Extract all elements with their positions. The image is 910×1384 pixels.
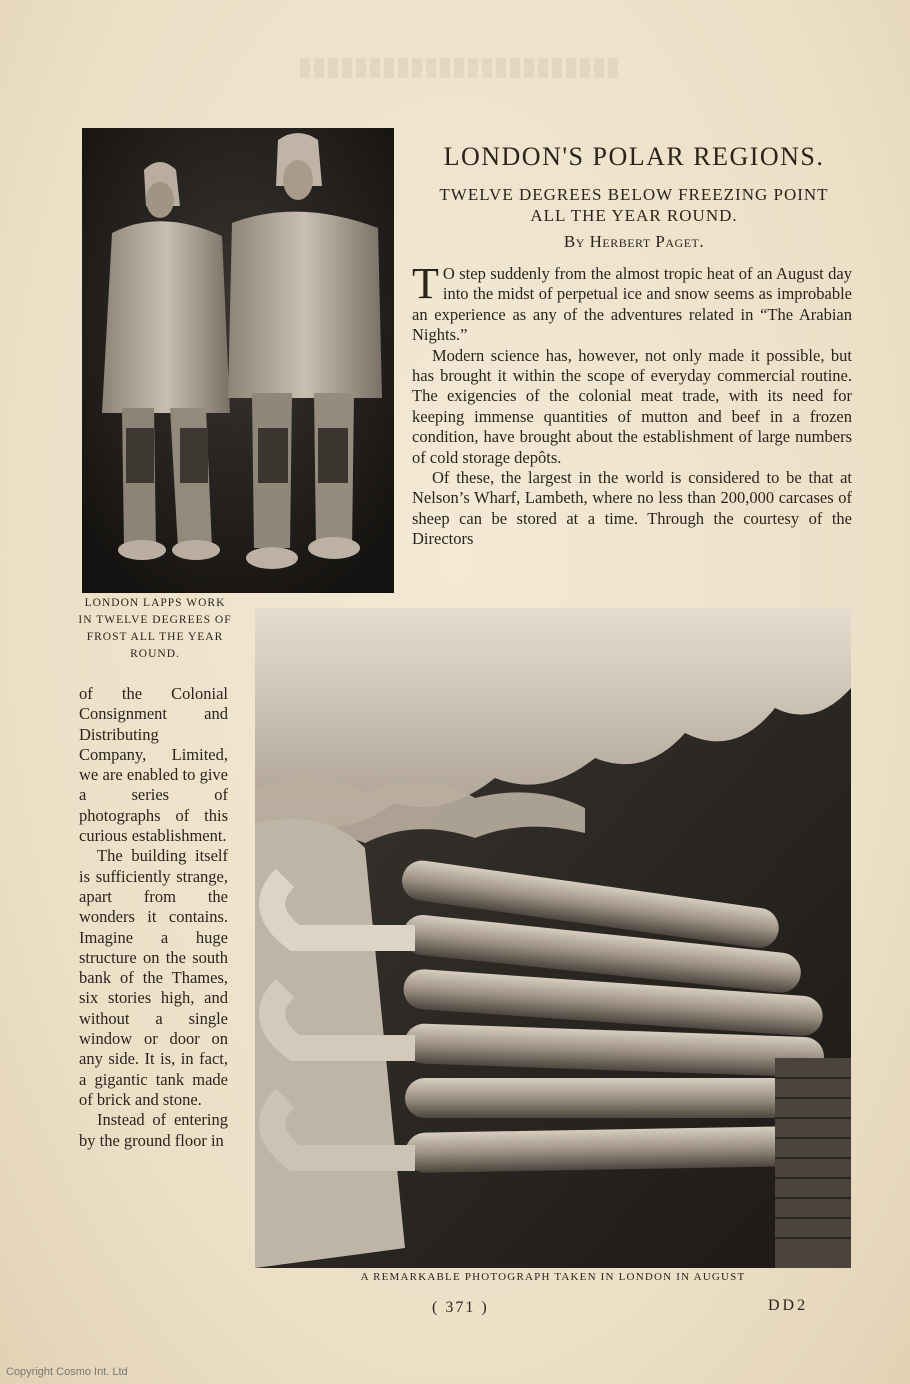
paragraph-3: Of these, the largest in the world is considered to be that at Nelson’s Wharf, Lambeth, where no less than 200,000 carcases of sheep can be stored at a time. Through the courtesy of the Directors xyxy=(412,468,852,549)
photo-london-lapps-image xyxy=(82,128,394,593)
show-through-header xyxy=(300,58,620,78)
subtitle-line-1: TWELVE DEGREES BELOW FREEZING POINT xyxy=(439,185,829,204)
paragraph-1 xyxy=(412,259,852,346)
caption-photo-frosted-pipes: A REMARKABLE PHOTOGRAPH TAKEN IN LONDON IN AUGUST xyxy=(360,1271,746,1283)
body-column-left xyxy=(79,684,228,1151)
paragraph-1-text: O step suddenly from the almost tropic heat of an August day into the midst of perpetual ice and snow seems as improbable an experience as any of the adventures related in “The Arabian Nights.” xyxy=(412,264,852,345)
subtitle-line-2: ALL THE YEAR ROUND. xyxy=(530,206,738,225)
caption-photo-london-lapps: LONDON LAPPS WORK IN TWELVE DEGREES OF FROST ALL THE YEAR ROUND. xyxy=(78,597,232,660)
signature-mark: DD2 xyxy=(768,1297,809,1314)
article-subtitle xyxy=(404,184,864,226)
left-paragraph-1: of the Colonial Consignment and Distributing Company, Limited, we are enabled to give a series of photographs of this curious establishment. xyxy=(79,684,228,846)
photo-london-lapps xyxy=(82,128,394,593)
article-title: LONDON'S POLAR REGIONS. xyxy=(443,142,825,171)
body-column-right xyxy=(412,259,852,550)
left-paragraph-3: Instead of entering by the ground floor in xyxy=(79,1110,228,1150)
paragraph-2: Modern science has, however, not only made it possible, but has brought it within the scope of everyday commercial routine. The exigencies of the colonial meat trade, with its need for keeping immense quantities of mutton and beef in a frozen condition, have brought about the establishment of large numbers of cold storage depôts. xyxy=(412,345,852,467)
left-paragraph-2: The building itself is sufficiently strange, apart from the wonders it contains. Imagine a huge structure on the south bank of the Thames, six stories high, and without a single window or door on any side. It is, in fact, a gigantic tank made of brick and stone. xyxy=(79,846,228,1109)
copyright-watermark: Copyright Cosmo Int. Ltd xyxy=(6,1366,128,1378)
photo-frosted-pipes xyxy=(255,608,851,1268)
page-number: ( 371 ) xyxy=(432,1299,489,1316)
drop-cap: T xyxy=(412,259,439,308)
byline: By Herbert Paget. xyxy=(563,232,705,251)
photo-frosted-pipes-image xyxy=(255,608,851,1268)
